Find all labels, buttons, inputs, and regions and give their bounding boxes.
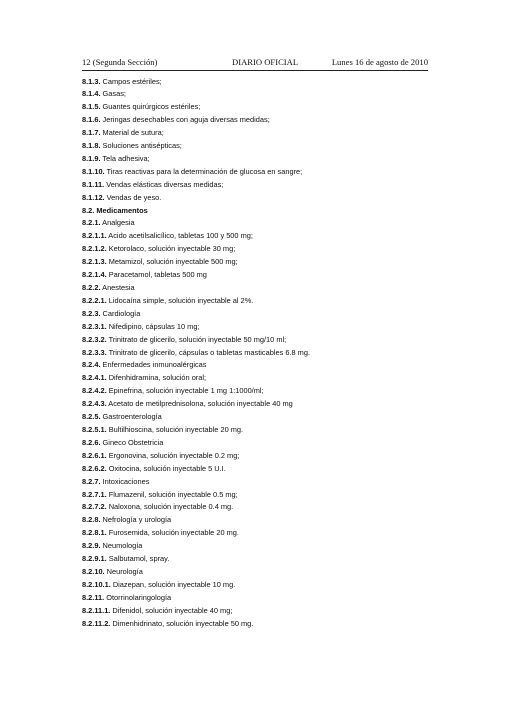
item-number: 8.1.7. (82, 128, 101, 138)
item-number: 8.2.11.1. (82, 605, 111, 615)
item-number: 8.2. Medicamentos (82, 205, 148, 215)
item-number: 8.1.12. (82, 192, 105, 202)
item-number: 8.2.10.1. (82, 579, 111, 589)
item-text: Material de sutura; (100, 128, 164, 138)
item-text: Dimenhidrinato, solución inyectable 50 mg. (110, 618, 254, 628)
item-text: Paracetamol, tabletas 500 mg (106, 270, 207, 280)
list-item (82, 527, 428, 540)
item-number: 8.2.9. (82, 541, 101, 551)
item-number: 8.2.1.3. (82, 257, 107, 267)
item-number: 8.2.7.1. (82, 489, 107, 499)
item-number: 8.2.10. (82, 566, 105, 576)
item-number: 8.2.3.1. (82, 321, 107, 331)
item-text: Trinitrato de glicerilo, cápsulas o tabletas masticables 6.8 mg. (106, 347, 310, 357)
list-item (82, 618, 428, 631)
item-text: Vendas elásticas diversas medidas; (104, 179, 224, 189)
list-item (82, 282, 428, 295)
item-text: Otorrinolaringología (104, 592, 172, 602)
list-item (82, 205, 428, 218)
item-text: Tiras reactivas para la determinación de glucosa en sangre; (104, 166, 303, 176)
list-item (82, 217, 428, 230)
list-item (82, 424, 428, 437)
list-item (82, 579, 428, 592)
item-number: 8.2.3.3. (82, 347, 107, 357)
list-item (82, 321, 428, 334)
list-item (82, 101, 428, 114)
item-number: 8.1.5. (82, 102, 101, 112)
item-text: Anestesia (100, 283, 135, 292)
header-publication: DIARIO OFICIAL (232, 57, 299, 67)
list-item (82, 592, 428, 605)
list-item (82, 127, 428, 140)
header-page-section: 12 (Segunda Sección) (82, 57, 158, 67)
item-number: 8.2.1.4. (82, 270, 107, 280)
item-number: 8.2.8. (82, 515, 101, 525)
item-text: Nifedipino, cápsulas 10 mg; (106, 321, 200, 331)
item-number: 8.2.5. (82, 412, 101, 422)
item-text: Intoxicaciones (100, 476, 150, 486)
list-item (82, 334, 428, 347)
item-text: Lidocaína simple, solución inyectable al 2%. (106, 295, 254, 305)
item-number: 8.2.6.2. (82, 463, 107, 473)
list-item (82, 295, 428, 308)
item-number: 8.2.3. (82, 308, 101, 318)
item-text: Gastroenterología (100, 412, 162, 422)
list-item (82, 385, 428, 398)
item-text: Difenhidramina, solución oral; (106, 373, 207, 383)
item-number: 8.2.4.2. (82, 386, 107, 396)
item-text: Gineco Obstetricia (100, 437, 164, 447)
list-item (82, 153, 428, 166)
item-number: 8.2.4.3. (82, 399, 107, 409)
item-text: Diazepan, solución inyectable 10 mg. (110, 579, 236, 589)
item-text: Nefrología y urología (100, 515, 172, 525)
list-item (82, 166, 428, 179)
item-number: 8.2.4.1. (82, 373, 107, 383)
item-text: Guantes quirúrgicos estériles; (100, 102, 201, 112)
item-text: Enfermedades inmunoalérgicas (100, 360, 207, 370)
list-item (82, 540, 428, 553)
item-number: 8.2.6. (82, 437, 101, 447)
list-item (82, 230, 428, 243)
item-number: 8.2.8.1. (82, 528, 107, 538)
list-item (82, 256, 428, 269)
item-text: Jeringas desechables con aguja diversas medidas; (100, 115, 270, 125)
item-text: Salbutamol, spray. (106, 554, 170, 564)
item-number: 8.2.9.1. (82, 554, 107, 564)
list-item (82, 347, 428, 360)
item-number: 8.2.11.2. (82, 618, 111, 628)
list-item (82, 566, 428, 579)
list-item (82, 372, 428, 385)
item-text: Tela adhesiva; (100, 153, 150, 163)
item-text: Acetato de metilprednisolona, solución inyectable 40 mg (106, 399, 293, 409)
list-item (82, 514, 428, 527)
item-text: Cardiología (100, 308, 141, 318)
list-item (82, 114, 428, 127)
list-item (82, 359, 428, 372)
item-text: Naloxona, solución inyectable 0.4 mg. (106, 502, 234, 512)
item-number: 8.1.6. (82, 115, 101, 125)
list-item (82, 489, 428, 502)
list-item (82, 140, 428, 153)
item-number: 8.1.10. (82, 166, 105, 176)
item-number: 8.2.7.2. (82, 502, 107, 512)
item-text: Vendas de yeso. (104, 192, 162, 202)
list-item (82, 411, 428, 424)
list-item (82, 308, 428, 321)
list-item (82, 192, 428, 205)
list-item (82, 243, 428, 256)
list-item (82, 450, 428, 463)
list-item (82, 398, 428, 411)
item-text: Soluciones antisépticas; (100, 141, 182, 151)
item-text: Bultilhioscina, solución inyectable 20 mg. (106, 424, 244, 434)
supply-list (82, 76, 428, 631)
list-item (82, 437, 428, 450)
item-number: 8.2.6.1. (82, 450, 107, 460)
item-text: Furosemida, solución inyectable 20 mg. (106, 528, 239, 538)
list-item (82, 605, 428, 618)
page-header (82, 57, 428, 71)
item-number: 8.1.9. (82, 153, 101, 163)
item-text: Neumología (100, 541, 143, 551)
item-number: 8.2.3.2. (82, 334, 107, 344)
item-number: 8.2.2. (82, 283, 101, 292)
item-number: 8.2.1. (82, 218, 101, 228)
item-number: 8.2.4. (82, 360, 101, 370)
list-item (82, 269, 428, 282)
item-text: Ergonovina, solución inyectable 0.2 mg; (106, 450, 240, 460)
item-text: Flumazenil, solución inyectable 0.5 mg; (106, 489, 238, 499)
header-rule (82, 70, 428, 71)
list-item (82, 553, 428, 566)
item-number: 8.1.11. (82, 179, 105, 189)
list-item (82, 463, 428, 476)
item-text: Difenidol, solución inyectable 40 mg; (110, 605, 233, 615)
header-date: Lunes 16 de agosto de 2010 (331, 57, 428, 67)
item-text: Campos estériles; (100, 76, 162, 86)
item-number: 8.2.5.1. (82, 424, 107, 434)
item-number: 8.1.4. (82, 89, 101, 99)
item-number: 8.1.8. (82, 141, 101, 151)
item-text: Gasas; (100, 89, 126, 99)
list-item (82, 501, 428, 514)
item-number: 8.2.7. (82, 476, 101, 486)
item-number: 8.2.2.1. (82, 295, 107, 305)
item-number: 8.1.3. (82, 76, 101, 86)
item-text: Metamizol, solución inyectable 500 mg; (106, 257, 238, 267)
item-number: 8.2.1.2. (82, 244, 107, 254)
item-text: Acido acetilsalicílico, tabletas 100 y 500 mg; (106, 231, 253, 241)
item-text: Oxitocina, solución inyectable 5 U.I. (106, 463, 226, 473)
item-number: 8.2.1.1. (82, 231, 107, 241)
item-text: Epinefrina, solución inyectable 1 mg 1:1000/ml; (106, 386, 264, 396)
item-text: Neurología (104, 566, 143, 576)
item-number: 8.2.11. (82, 592, 105, 602)
list-item (82, 76, 428, 89)
list-item (82, 88, 428, 101)
list-item (82, 476, 428, 489)
item-text: Analgesia (100, 218, 135, 228)
item-text: Trinitrato de glicerilo, solución inyectable 50 mg/10 ml; (106, 334, 287, 344)
item-text: Ketorolaco, solución inyectable 30 mg; (106, 244, 236, 254)
list-item (82, 179, 428, 192)
